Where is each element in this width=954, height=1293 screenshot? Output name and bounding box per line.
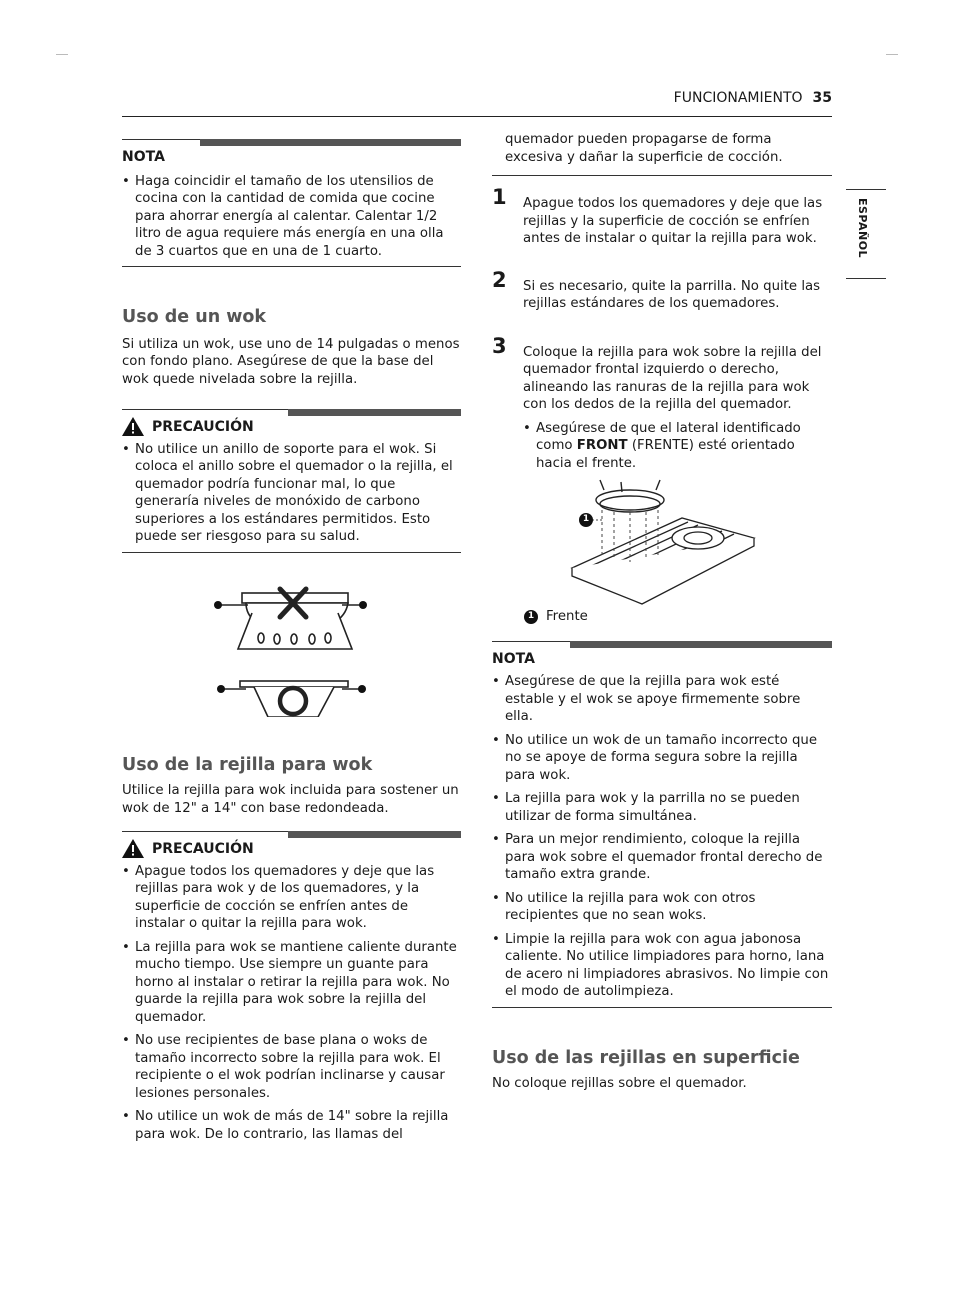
step-text: Apague todos los quemadores y deje que las rejillas y la superficie de cocción se enfríen antes de instalar o quitar la rejilla para wok. — [523, 196, 823, 246]
crop-mark — [886, 54, 898, 55]
wok-rack-illustration — [492, 478, 832, 608]
right-column — [492, 131, 832, 1093]
list-item: • La rejilla para wok se mantiene caliente durante mucho tiempo. Use siempre un guante para horno al instalar o retirar la rejilla para wok. No guarde la rejilla para wok sobre la rejilla del quemador. — [135, 939, 461, 1027]
wok-rack-body: Utilice la rejilla para wok incluida para sostener un wok de 12" a 14" con base redondeada. — [122, 783, 459, 816]
list-item: • No utilice la rejilla para wok con otros recipientes que no sean woks. — [505, 890, 832, 925]
header-rule — [122, 116, 832, 117]
list-item: • Asegúrese de que la rejilla para wok esté estable y el wok se apoye firmemente sobre ella. — [505, 673, 832, 726]
left-column — [122, 139, 461, 1149]
subitem-bold: FRONT — [576, 438, 628, 453]
figure-legend — [492, 608, 832, 626]
step-text: Coloque la rejilla para wok sobre la rejilla del quemador frontal izquierdo o derecho, alineando las ranuras de la rejilla para wok con los dedos de la rejilla del quemador. — [523, 344, 822, 412]
subitem-text: Asegúrese de que el lateral identificado como — [536, 420, 801, 453]
caution-label: PRECAUCIÓN — [152, 419, 254, 435]
section-heading-surface: Uso de las rejillas en superficie — [492, 1047, 800, 1068]
legend-number: 1 — [527, 611, 535, 621]
warning-icon — [122, 839, 144, 858]
caution-box — [122, 409, 461, 553]
list-item: • No utilice un wok de un tamaño incorrecto que no se apoye de forma segura sobre la rejilla para wok. — [505, 732, 832, 785]
step-number: 2 — [492, 267, 507, 292]
caution-box — [122, 831, 461, 1143]
surface-body: No coloque rejillas sobre el quemador. — [492, 1076, 747, 1091]
list-item: • No utilice un anillo de soporte para el wok. Si coloca el anillo sobre el quemador o la rejilla, el quemador podría funcionar mal, lo que generaría niveles de monóxido de carbono superiores a los estándares permitidos. Esto puede ser riesgoso para su salud. — [135, 441, 461, 546]
list-item: • Limpie la rejilla para wok con agua jabonosa caliente. No utilice limpiadores para horno, lana de acero ni limpiadores abrasivos. No limpie con el modo de autolimpieza. — [505, 931, 832, 1001]
step-2 — [492, 267, 832, 313]
note-label: NOTA — [492, 650, 535, 667]
list-item: • No utilice un wok de más de 14" sobre la rejilla para wok. De lo contrario, las llamas del — [135, 1108, 461, 1143]
wok-support-illustration — [122, 577, 461, 717]
language-tab — [846, 189, 886, 279]
step-number: 3 — [492, 333, 507, 358]
page-header — [674, 90, 832, 106]
language-label: ESPAÑOL — [856, 198, 869, 259]
warning-icon — [122, 417, 144, 436]
note-box — [492, 641, 832, 1008]
callout-number: 1 — [582, 514, 590, 524]
continued-text: quemador pueden propagarse de forma excesiva y dañar la superficie de cocción. — [505, 132, 783, 165]
list-item: • La rejilla para wok y la parrilla no se pueden utilizar de forma simultánea. — [505, 790, 832, 825]
step-text: Si es necesario, quite la parrilla. No quite las rejillas estándares de los quemadores. — [523, 278, 821, 311]
step-number: 1 — [492, 185, 507, 209]
note-box — [122, 139, 461, 267]
section-heading-wok: Uso de un wok — [122, 307, 267, 327]
caution-label: PRECAUCIÓN — [152, 841, 254, 857]
crop-mark — [56, 54, 68, 55]
note-label: NOTA — [122, 149, 165, 165]
page-number: 35 — [812, 90, 832, 106]
list-item: • No use recipientes de base plana o woks de tamaño incorrecto sobre la rejilla para wok. El recipiente o el wok podrían inclinarse y causar lesiones personales. — [135, 1032, 461, 1102]
legend-text: Frente — [546, 609, 588, 624]
step-3 — [492, 333, 832, 414]
step-3-subitem — [492, 420, 832, 473]
section-heading-wok-rack: Uso de la rejilla para wok — [122, 754, 373, 775]
list-item: • Haga coincidir el tamaño de los utensilios de cocina con la cantidad de comida que cocine para ahorrar energía al calentar. Calentar 1/2 litro de agua requiere más energía en una olla de 3 cuartos que en una de 1 cuarto. — [135, 173, 461, 261]
subitem-text: (FRENTE) esté orientado hacia el frente. — [536, 438, 795, 471]
list-item: • Apague todos los quemadores y deje que las rejillas para wok y de los quemadores, y la superficie de cocción se enfríen antes de instalar o quitar la rejilla para wok. — [135, 863, 461, 933]
wok-body: Si utiliza un wok, use uno de 14 pulgadas o menos con fondo plano. Asegúrese de que la base del wok quede nivelada sobre la rejilla. — [122, 336, 460, 387]
list-item: • Para un mejor rendimiento, coloque la rejilla para wok sobre el quemador frontal derecho de tamaño extra grande. — [505, 831, 832, 884]
step-1 — [492, 185, 832, 248]
section-title: FUNCIONAMIENTO — [673, 90, 803, 106]
